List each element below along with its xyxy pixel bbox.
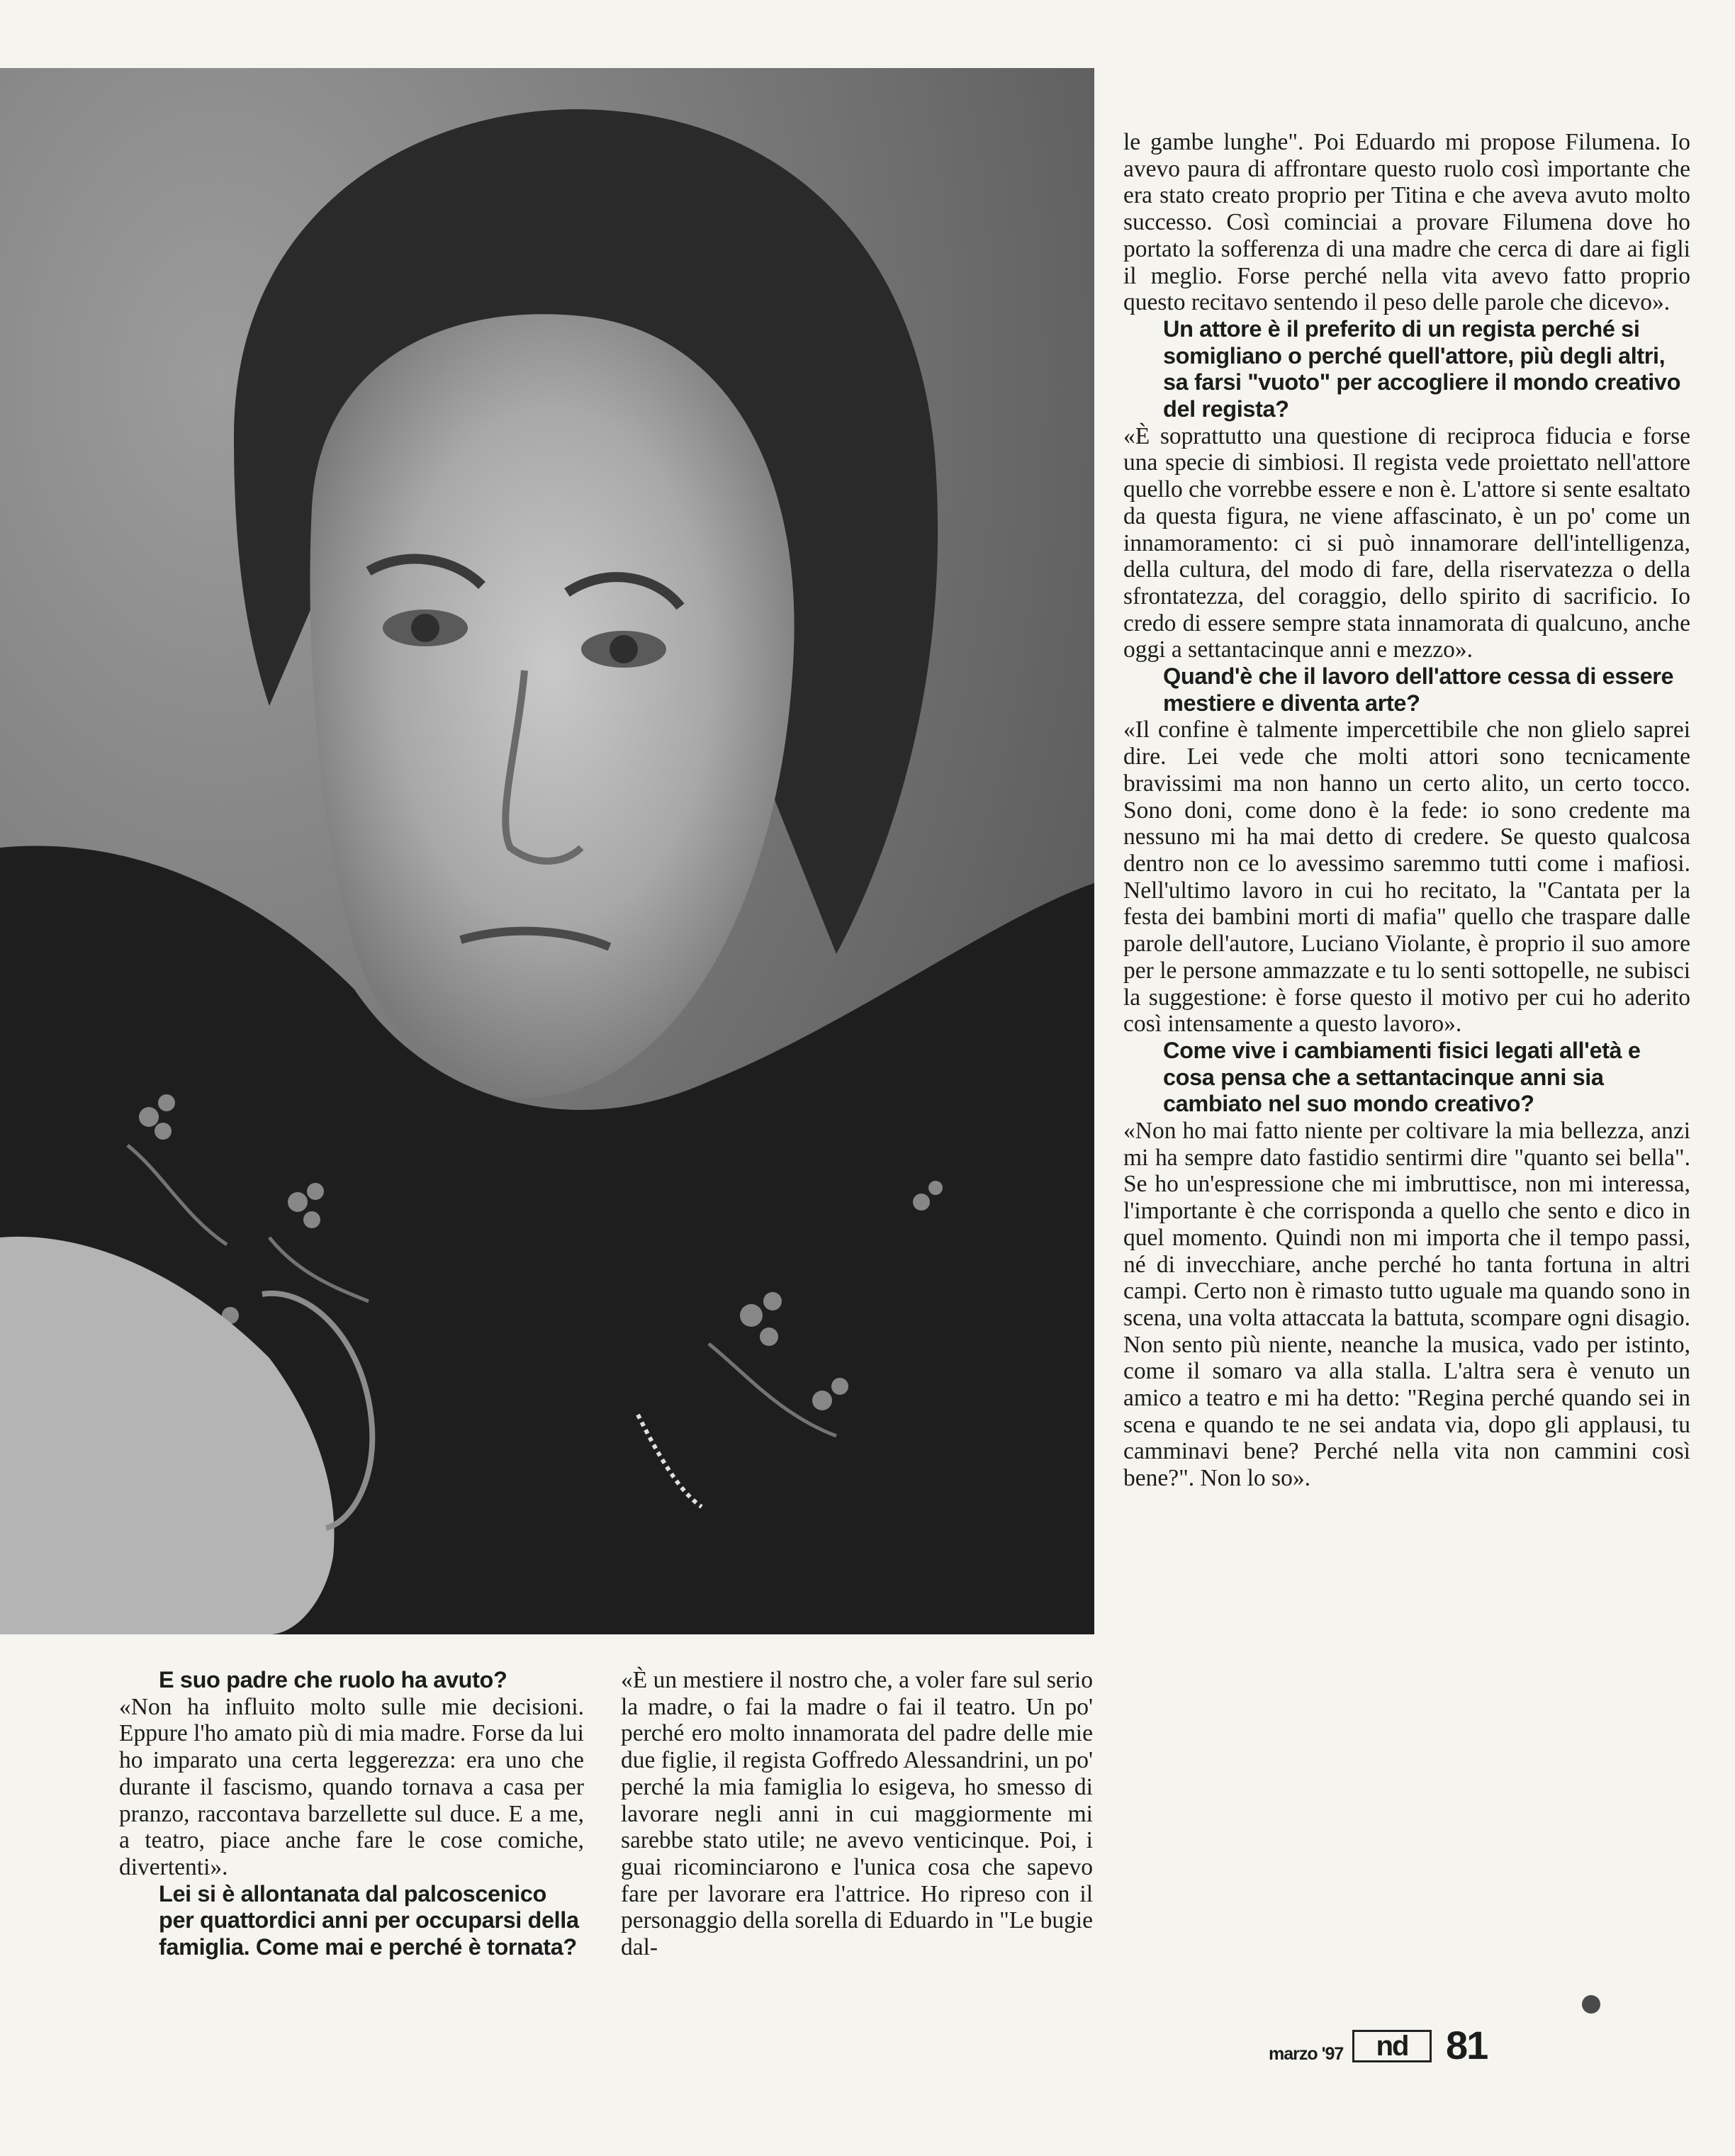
bottom-middle-column bbox=[621, 1667, 1093, 1961]
magazine-logo: nd bbox=[1352, 2030, 1432, 2062]
interview-question: E suo padre che ruolo ha avuto? bbox=[159, 1667, 507, 1692]
right-column bbox=[1123, 129, 1690, 1492]
portrait-photo bbox=[0, 68, 1094, 1634]
answer-paragraph: le gambe lunghe". Poi Eduardo mi propose Filumena. Io avevo paura di affrontare questo ruolo così importante che era stato creato proprio per Titina e che aveva avuto molto successo. Così cominciai a provare Filumena dove ho portato la sofferenza di una madre che cerca di dare ai figli il meglio. Forse perché nella vita avevo fatto proprio questo recitavo sentendo il peso delle parole che dicevo». bbox=[1123, 129, 1690, 316]
interview-question: Un attore è il preferito di un regista perché si somigliano o perché quell'attore, più degli altri, sa farsi "vuoto" per accogliere il mondo creativo del regista? bbox=[1163, 315, 1681, 422]
page-number: 81 bbox=[1446, 2023, 1488, 2067]
answer-paragraph: «Non ha influito molto sulle mie decisioni. Eppure l'ho amato più di mia madre. Forse da lui ho imparato una certa leggerezza: era uno che durante il fascismo, quando tornava a casa per pranzo, raccontava barzellette sul duce. E a me, a teatro, piace anche fare le cose comiche, divertenti». bbox=[119, 1693, 584, 1880]
end-of-article-dot bbox=[1582, 1995, 1600, 2014]
answer-paragraph: «È soprattutto una questione di reciproca fiducia e forse una specie di simbiosi. Il regista vede proiettato nell'attore quello che vorrebbe essere e non è. L'attore si sente esaltato da questa figura, ne viene affascinato, è un po' come un innamoramento: ci si può innamorare dell'intelligenza, della cultura, del modo di fare, della riservatezza o della sfrontatezza, del coraggio, dello spirito di sacrificio. Io credo di essere sempre stata innamorata di qualcuno, anche oggi a settantacinque anni e mezzo». bbox=[1123, 422, 1690, 663]
interview-question: Quand'è che il lavoro dell'attore cessa di essere mestiere e diventa arte? bbox=[1163, 663, 1674, 716]
interview-question: Lei si è allontanata dal palcoscenico per quattordici anni per occuparsi della famiglia. Come mai e perché è tornata? bbox=[159, 1880, 579, 1960]
answer-paragraph: «Il confine è talmente impercettibile che non glielo saprei dire. Lei vede che molti attori sono tecnicamente bravissimi ma non hanno un certo alito, un certo tocco. Sono doni, come dono è la fede: io sono credente ma nessuno mi ha mai detto di credere. Se questo qualcosa dentro non ce lo avessimo saremmo tutti come i mafiosi. Nell'ultimo lavoro in cui ho recitato, la "Cantata per la festa dei bambini morti di mafia" quello che traspare dalle parole dell'autore, Luciano Violante, è proprio il suo amore per le persone ammazzate e tu lo senti sottopelle, ne subisci la suggestione: è forse questo il motivo per cui ho aderito così intensamente a questo lavoro». bbox=[1123, 717, 1690, 1038]
answer-paragraph: «Non ho mai fatto niente per coltivare la mia bellezza, anzi mi ha sempre dato fastidio sentirmi dire "quanto sei bella". Se ho un'espressione che mi imbruttisce, non mi interessa, l'importante è che corrisponda a quello che sento e dico in quel momento. Quindi non mi importa che il tempo passi, né di invecchiare, anche perché ho tanta fortuna in altri campi. Certo non è rimasto tutto uguale ma quando sono in scena, una volta attaccata la battuta, scompare ogni disagio. Non sento più niente, neanche la musica, vado per istinto, come il somaro va alla stalla. L'altra sera è venuto un amico a teatro e mi ha detto: "Regina perché quando sei in scena e quando te ne sei andata via, dopo gli applausi, tu camminavi bene? Perché nella vita non cammini così bene?". Non lo so». bbox=[1123, 1118, 1690, 1492]
portrait-photo-icon bbox=[0, 68, 1094, 1634]
interview-question: Come vive i cambiamenti fisici legati all'età e cosa pensa che a settantacinque anni sia cambiato nel suo mondo creativo? bbox=[1163, 1037, 1641, 1117]
bottom-left-column bbox=[119, 1667, 584, 1961]
issue-date: marzo '97 bbox=[1269, 2044, 1344, 2064]
answer-paragraph: «È un mestiere il nostro che, a voler fare sul serio la madre, o fai la madre o fai il teatro. Un po' perché ero molto innamorata del padre delle mie due figlie, il regista Goffredo Alessandrini, un po' perché la mia famiglia lo esigeva, ho smesso di lavorare negli anni in cui maggiormente mi sarebbe stato utile; ne avevo venticinque. Poi, i guai ricominciarono e l'unica cosa che sapevo fare per lavorare era l'attrice. Ho ripreso con il personaggio della sorella di Eduardo in "Le bugie dal- bbox=[621, 1667, 1093, 1961]
